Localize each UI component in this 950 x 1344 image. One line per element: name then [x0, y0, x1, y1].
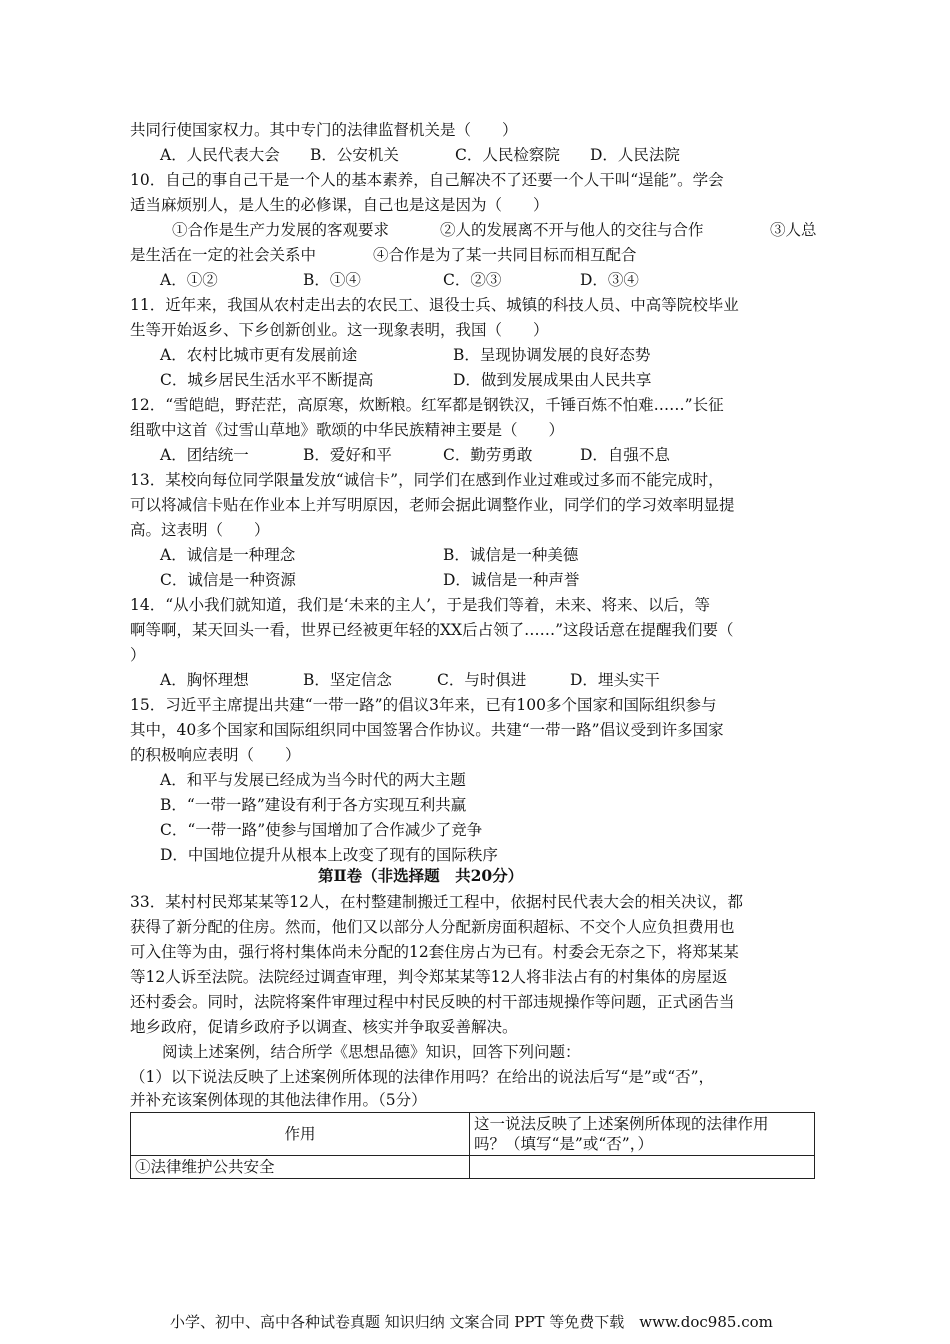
table-header-judgement-line-2: 吗？（填写“是”或“否”，）: [474, 1135, 653, 1153]
q13-option-b: B．诚信是一种美德: [443, 546, 579, 564]
q10-statement-2: ②人的发展离不开与他人的交往与合作: [440, 221, 704, 239]
q10-statement-1: ①合作是生产力发展的客观要求: [172, 221, 390, 239]
q9-option-b: B．公安机关: [310, 146, 399, 164]
table-cell-function: ①法律维护公共安全: [131, 1156, 470, 1179]
q9-option-d: D．人民法院: [590, 146, 680, 164]
q10-option-b: B．①④: [303, 271, 361, 289]
table-row: [131, 1156, 815, 1179]
table-header-judgement: [470, 1113, 815, 1156]
table-header-row: [131, 1113, 815, 1156]
q15-option-d: D．中国地位提升从根本上改变了现有的国际秩序: [160, 846, 498, 864]
q10-stem-line-2: 适当麻烦别人，是人生的必修课，自己也是这是因为（ ）: [130, 196, 549, 214]
q15-option-c: C．“一带一路”使参与国增加了合作减少了竞争: [160, 821, 483, 839]
q12-option-d: D．自强不息: [580, 446, 670, 464]
q11-option-c: C．城乡居民生活水平不断提高: [160, 371, 374, 389]
q11-option-a: A．农村比城市更有发展前途: [160, 346, 358, 364]
q33-subquestion-1-line-2: 并补充该案例体现的其他法律作用。（5分）: [130, 1091, 427, 1109]
q11-option-b: B．呈现协调发展的良好态势: [453, 346, 651, 364]
q13-option-c: C．诚信是一种资源: [160, 571, 296, 589]
q10-option-c: C．②③: [443, 271, 502, 289]
q14-option-a: A．胸怀理想: [160, 671, 249, 689]
q13-stem-line-3: 高。这表明（ ）: [130, 521, 270, 539]
q15-stem-line-2: 其中，40多个国家和国际组织同中国签署合作协议。共建“一带一路”倡议受到许多国家: [130, 721, 724, 739]
q10-option-a: A．①②: [160, 271, 218, 289]
q12-stem-line-1: 12．“雪皑皑，野茫茫，高原寒，炊断粮。红军都是钢铁汉，千锤百炼不怕难……”长征: [130, 396, 724, 414]
q11-stem-line-1: 11．近年来，我国从农村走出去的农民工、退役士兵、城镇的科技人员、中高等院校毕业: [130, 296, 739, 314]
q15-option-a: A．和平与发展已经成为当今时代的两大主题: [160, 771, 466, 789]
q33-instruction: 阅读上述案例，结合所学《思想品德》知识，回答下列问题：: [162, 1043, 581, 1061]
answer-table: [130, 1112, 815, 1179]
q10-stem-line-1: 10．自己的事自己干是一个人的基本素养，自己解决不了还要一个人干叫“逞能”。学会: [130, 171, 724, 189]
q11-option-d: D．做到发展成果由人民共享: [453, 371, 652, 389]
page-footer: 小学、初中、高中各种试卷真题 知识归纳 文案合同 PPT 等免费下载 www.doc985.com: [170, 1313, 773, 1331]
table-header-function: 作用: [131, 1113, 470, 1156]
q14-stem-line-2: 啊等啊，某天回头一看，世界已经被更年轻的XX后占领了……”这段话意在提醒我们要（: [130, 621, 734, 639]
q9-option-c: C．人民检察院: [455, 146, 560, 164]
q12-option-a: A．团结统一: [160, 446, 249, 464]
q13-option-d: D．诚信是一种声誉: [443, 571, 580, 589]
table-header-judgement-line-1: 这一说法反映了上述案例所体现的法律作用: [474, 1115, 769, 1133]
q33-stem-line-1: 33．某村村民郑某某等12人，在村整建制搬迁工程中，依据村民代表大会的相关决议，都: [130, 893, 743, 911]
q12-option-c: C．勤劳勇敢: [443, 446, 533, 464]
q15-stem-line-3: 的积极响应表明（ ）: [130, 746, 301, 764]
q9-stem: 共同行使国家权力。其中专门的法律监督机关是（ ）: [130, 121, 518, 139]
q33-stem-line-6: 地乡政府，促请乡政府予以调查、核实并争取妥善解决。: [130, 1018, 518, 1036]
q9-option-a: A．人民代表大会: [160, 146, 280, 164]
q15-option-b: B．“一带一路”建设有利于各方实现互利共赢: [160, 796, 467, 814]
q10-statement-4: ④合作是为了某一共同目标而相互配合: [373, 246, 637, 264]
q14-option-c: C．与时俱进: [437, 671, 527, 689]
q33-subquestion-1-line-1: （1）以下说法反映了上述案例所体现的法律作用吗？在给出的说法后写“是”或“否”，: [130, 1068, 715, 1086]
q12-option-b: B．爱好和平: [303, 446, 392, 464]
q10-option-d: D．③④: [580, 271, 639, 289]
q33-stem-line-2: 获得了新分配的住房。然而，他们又以部分人分配新房面积超标、不交个人应负担费用也: [130, 918, 735, 936]
q33-stem-line-3: 可入住等为由，强行将村集体尚未分配的12套住房占为已有。村委会无奈之下，将郑某某: [130, 943, 739, 961]
q33-stem-line-5: 还村委会。同时，法院将案件审理过程中村民反映的村干部违规操作等问题，正式函告当: [130, 993, 735, 1011]
q13-stem-line-2: 可以将减信卡贴在作业本上并写明原因，老师会据此调整作业，同学们的学习效率明显提: [130, 496, 735, 514]
table-cell-answer[interactable]: [470, 1156, 815, 1179]
q14-option-d: D．埋头实干: [570, 671, 660, 689]
q14-stem-line-1: 14．“从小我们就知道，我们是‘未来的主人’，于是我们等着，未来、将来、以后，等: [130, 596, 711, 614]
q12-stem-line-2: 组歌中这首《过雪山草地》歌颂的中华民族精神主要是（ ）: [130, 421, 565, 439]
q13-option-a: A．诚信是一种理念: [160, 546, 296, 564]
q13-stem-line-1: 13．某校向每位同学限量发放“诚信卡”，同学们在感到作业过难或过多而不能完成时，: [130, 471, 724, 489]
q15-stem-line-1: 15．习近平主席提出共建“一带一路”的倡议3年来，已有100多个国家和国际组织参与: [130, 696, 717, 714]
q14-option-b: B．坚定信念: [303, 671, 392, 689]
section-2-title: 第Ⅱ卷（非选择题 共20分）: [318, 866, 524, 885]
q10-statement-3: ③人总: [770, 221, 817, 239]
q11-stem-line-2: 生等开始返乡、下乡创新创业。这一现象表明，我国（ ）: [130, 321, 549, 339]
q10-statement-3-cont: 是生活在一定的社会关系中: [130, 246, 317, 264]
q33-stem-line-4: 等12人诉至法院。法院经过调查审理，判令郑某某等12人将非法占有的村集体的房屋返: [130, 968, 728, 986]
q14-stem-line-3: ）: [130, 646, 146, 664]
